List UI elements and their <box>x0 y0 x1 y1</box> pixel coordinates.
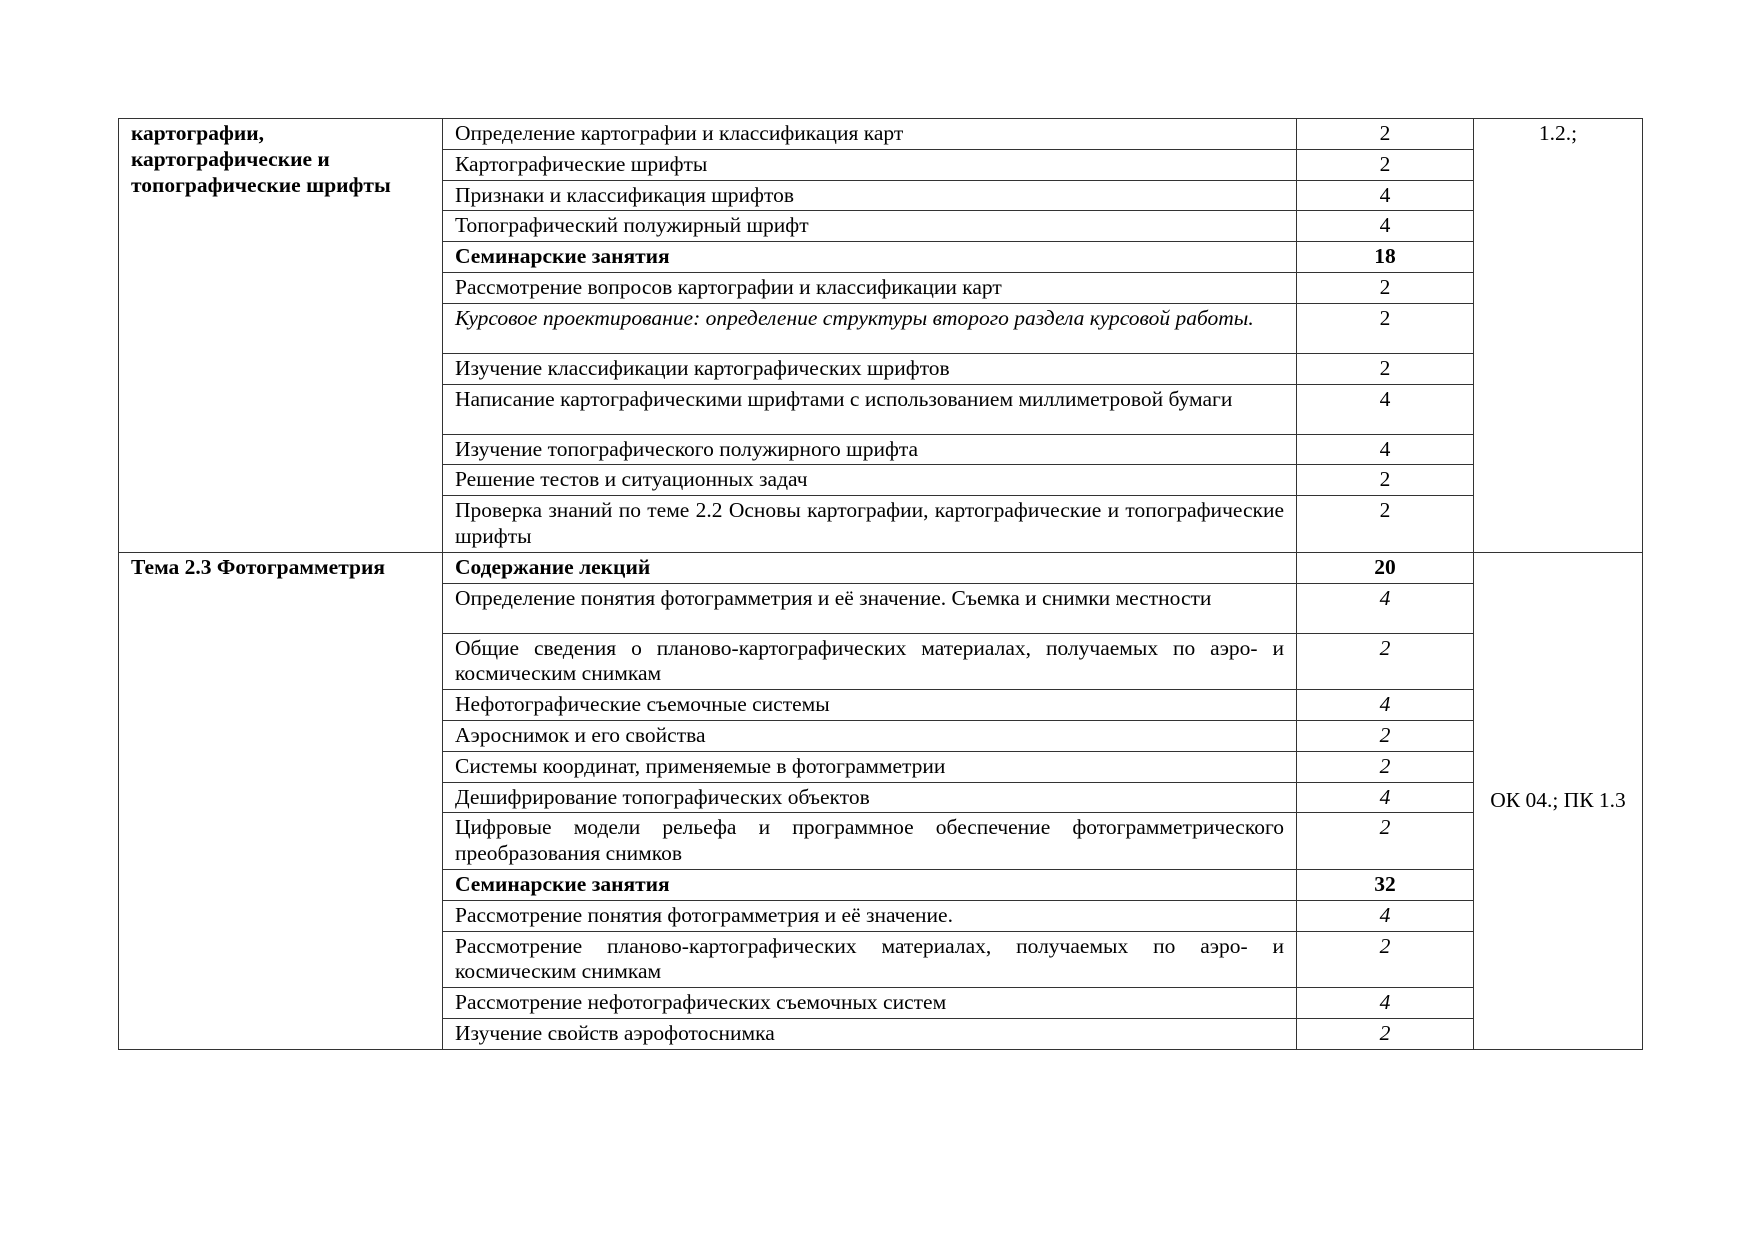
lesson-description: Рассмотрение планово-картографических материалах, получаемых по аэро- и космическим снимкам <box>443 931 1297 988</box>
lesson-hours: 4 <box>1297 583 1474 633</box>
lesson-description: Определение картографии и классификация карт <box>443 119 1297 150</box>
section-heading: Семинарские занятия <box>443 242 1297 273</box>
competence-codes: ОК 04.; ПК 1.3 <box>1474 552 1643 1049</box>
topic-title: Тема 2.3 Фотограмметрия <box>119 552 443 1049</box>
section-hours-total: 18 <box>1297 242 1474 273</box>
lesson-hours: 2 <box>1297 751 1474 782</box>
lesson-description: Общие сведения о планово-картографических материалах, получаемых по аэро- и космическим снимкам <box>443 633 1297 690</box>
lesson-hours: 4 <box>1297 782 1474 813</box>
lesson-hours: 4 <box>1297 690 1474 721</box>
table-row <box>119 119 1643 150</box>
competence-codes: 1.2.; <box>1474 119 1643 553</box>
lesson-hours: 2 <box>1297 931 1474 988</box>
lesson-hours: 2 <box>1297 119 1474 150</box>
lesson-description: Проверка знаний по теме 2.2 Основы картографии, картографические и топографические шрифты <box>443 496 1297 553</box>
lesson-description: Картографические шрифты <box>443 149 1297 180</box>
lesson-description: Изучение топографического полужирного шрифта <box>443 434 1297 465</box>
lesson-hours: 2 <box>1297 1018 1474 1049</box>
lesson-hours: 4 <box>1297 384 1474 434</box>
lesson-description: Рассмотрение понятия фотограмметрия и её значение. <box>443 900 1297 931</box>
table-row <box>119 552 1643 583</box>
lesson-hours: 4 <box>1297 180 1474 211</box>
section-hours-total: 20 <box>1297 552 1474 583</box>
lesson-hours: 2 <box>1297 720 1474 751</box>
topic-title: картографии, картографические и топографические шрифты <box>119 119 443 553</box>
section-hours-total: 32 <box>1297 869 1474 900</box>
lesson-description: Решение тестов и ситуационных задач <box>443 465 1297 496</box>
curriculum-table <box>118 118 1643 1050</box>
lesson-description: Изучение классификации картографических шрифтов <box>443 353 1297 384</box>
lesson-description: Написание картографическими шрифтами с использованием миллиметровой бумаги <box>443 384 1297 434</box>
lesson-hours: 2 <box>1297 633 1474 690</box>
section-heading: Содержание лекций <box>443 552 1297 583</box>
lesson-description: Дешифрирование топографических объектов <box>443 782 1297 813</box>
lesson-description: Рассмотрение вопросов картографии и классификации карт <box>443 272 1297 303</box>
lesson-hours: 2 <box>1297 353 1474 384</box>
lesson-description: Системы координат, применяемые в фотограмметрии <box>443 751 1297 782</box>
lesson-hours: 2 <box>1297 272 1474 303</box>
lesson-hours: 2 <box>1297 813 1474 870</box>
section-heading: Семинарские занятия <box>443 869 1297 900</box>
lesson-hours: 4 <box>1297 434 1474 465</box>
lesson-description: Определение понятия фотограмметрия и её значение. Съемка и снимки местности <box>443 583 1297 633</box>
curriculum-table-body <box>119 119 1643 1050</box>
lesson-hours: 4 <box>1297 988 1474 1019</box>
lesson-description: Изучение свойств аэрофотоснимка <box>443 1018 1297 1049</box>
lesson-hours: 4 <box>1297 211 1474 242</box>
lesson-description: Топографический полужирный шрифт <box>443 211 1297 242</box>
lesson-description: Признаки и классификация шрифтов <box>443 180 1297 211</box>
lesson-hours: 2 <box>1297 496 1474 553</box>
lesson-hours: 2 <box>1297 465 1474 496</box>
lesson-description: Курсовое проектирование: определение структуры второго раздела курсовой работы. <box>443 303 1297 353</box>
lesson-description: Цифровые модели рельефа и программное обеспечение фотограмметрического преобразования снимков <box>443 813 1297 870</box>
lesson-hours: 4 <box>1297 900 1474 931</box>
lesson-description: Нефотографические съемочные системы <box>443 690 1297 721</box>
lesson-hours: 2 <box>1297 303 1474 353</box>
lesson-description: Рассмотрение нефотографических съемочных систем <box>443 988 1297 1019</box>
lesson-description: Аэроснимок и его свойства <box>443 720 1297 751</box>
lesson-hours: 2 <box>1297 149 1474 180</box>
